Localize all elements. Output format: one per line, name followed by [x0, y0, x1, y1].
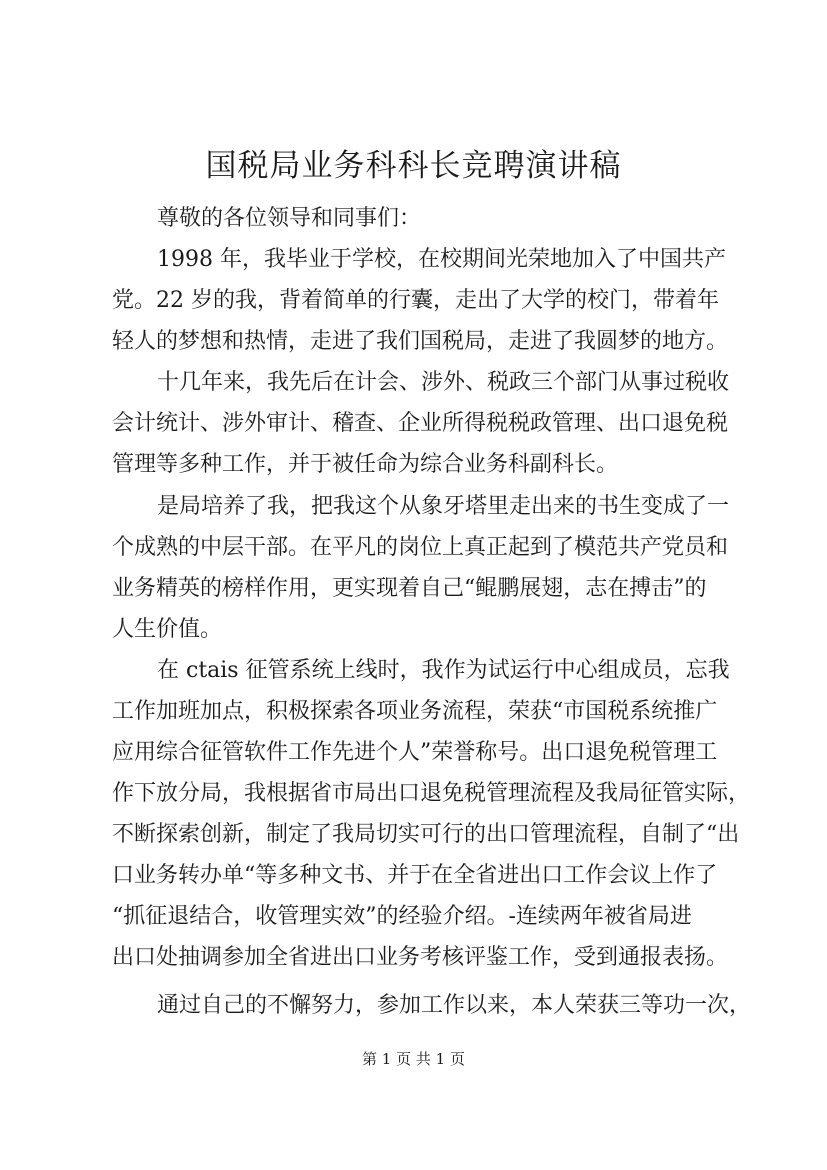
paragraph-line: 是局培养了我，把我这个从象牙塔里走出来的书生变成了一: [157, 494, 730, 519]
page-number-footer: 第 1 页 共 1 页: [362, 1050, 465, 1068]
paragraph-line: 1998 年，我毕业于学校，在校期间光荣地加入了中国共产: [157, 247, 726, 272]
paragraph-line: 口业务转办单“等多种文书、并于在全省进出口工作会议上作了: [112, 863, 718, 888]
paragraph-line: 业务精英的榜样作用，更实现着自己“鲲鹏展翅，志在搏击”的: [112, 576, 707, 601]
document-title: 国税局业务科科长竞聘演讲稿: [205, 148, 622, 184]
paragraph-line: 会计统计、涉外审计、稽查、企业所得税税政管理、出口退免税: [112, 411, 729, 436]
paragraph-line: 通过自己的不懈努力，参加工作以来，本人荣获三等功一次，: [157, 993, 752, 1018]
paragraph-line: 管理等多种工作，并于被任命为综合业务科副科长。: [112, 452, 619, 477]
paragraph-line: 不断探索创新，制定了我局切实可行的出口管理流程，自制了“出: [112, 822, 740, 847]
paragraph-line: 十几年来，我先后在计会、涉外、税政三个部门从事过税收: [157, 370, 730, 395]
paragraph-line: 出口处抽调参加全省进出口业务考核评鉴工作，受到通报表扬。: [112, 945, 729, 970]
paragraph-line: 轻人的梦想和热情，走进了我们国税局，走进了我圆梦的地方。: [112, 329, 729, 354]
paragraph-line: 在 ctais 征管系统上线时，我作为试运行中心组成员，忘我: [157, 658, 730, 683]
paragraph-line: 个成熟的中层干部。在平凡的岗位上真正起到了模范共产党员和: [112, 535, 729, 560]
paragraph-line: “抓征退结合，收管理实效”的经验介绍。-连续两年被省局进: [112, 904, 692, 929]
paragraph-line: 应用综合征管软件工作先进个人”荣誉称号。出口退免税管理工: [112, 740, 718, 765]
paragraph-line: 工作加班加点，积极探索各项业务流程，荣获“市国税系统推广: [112, 699, 718, 724]
paragraph-line: 作下放分局，我根据省市局出口退免税管理流程及我局征管实际，: [112, 781, 751, 806]
salutation: 尊敬的各位领导和同事们：: [157, 206, 422, 231]
paragraph-line: 人生价值。: [112, 617, 223, 642]
paragraph-line: 党。22 岁的我，背着简单的行囊，走出了大学的校门，带着年: [112, 288, 719, 313]
